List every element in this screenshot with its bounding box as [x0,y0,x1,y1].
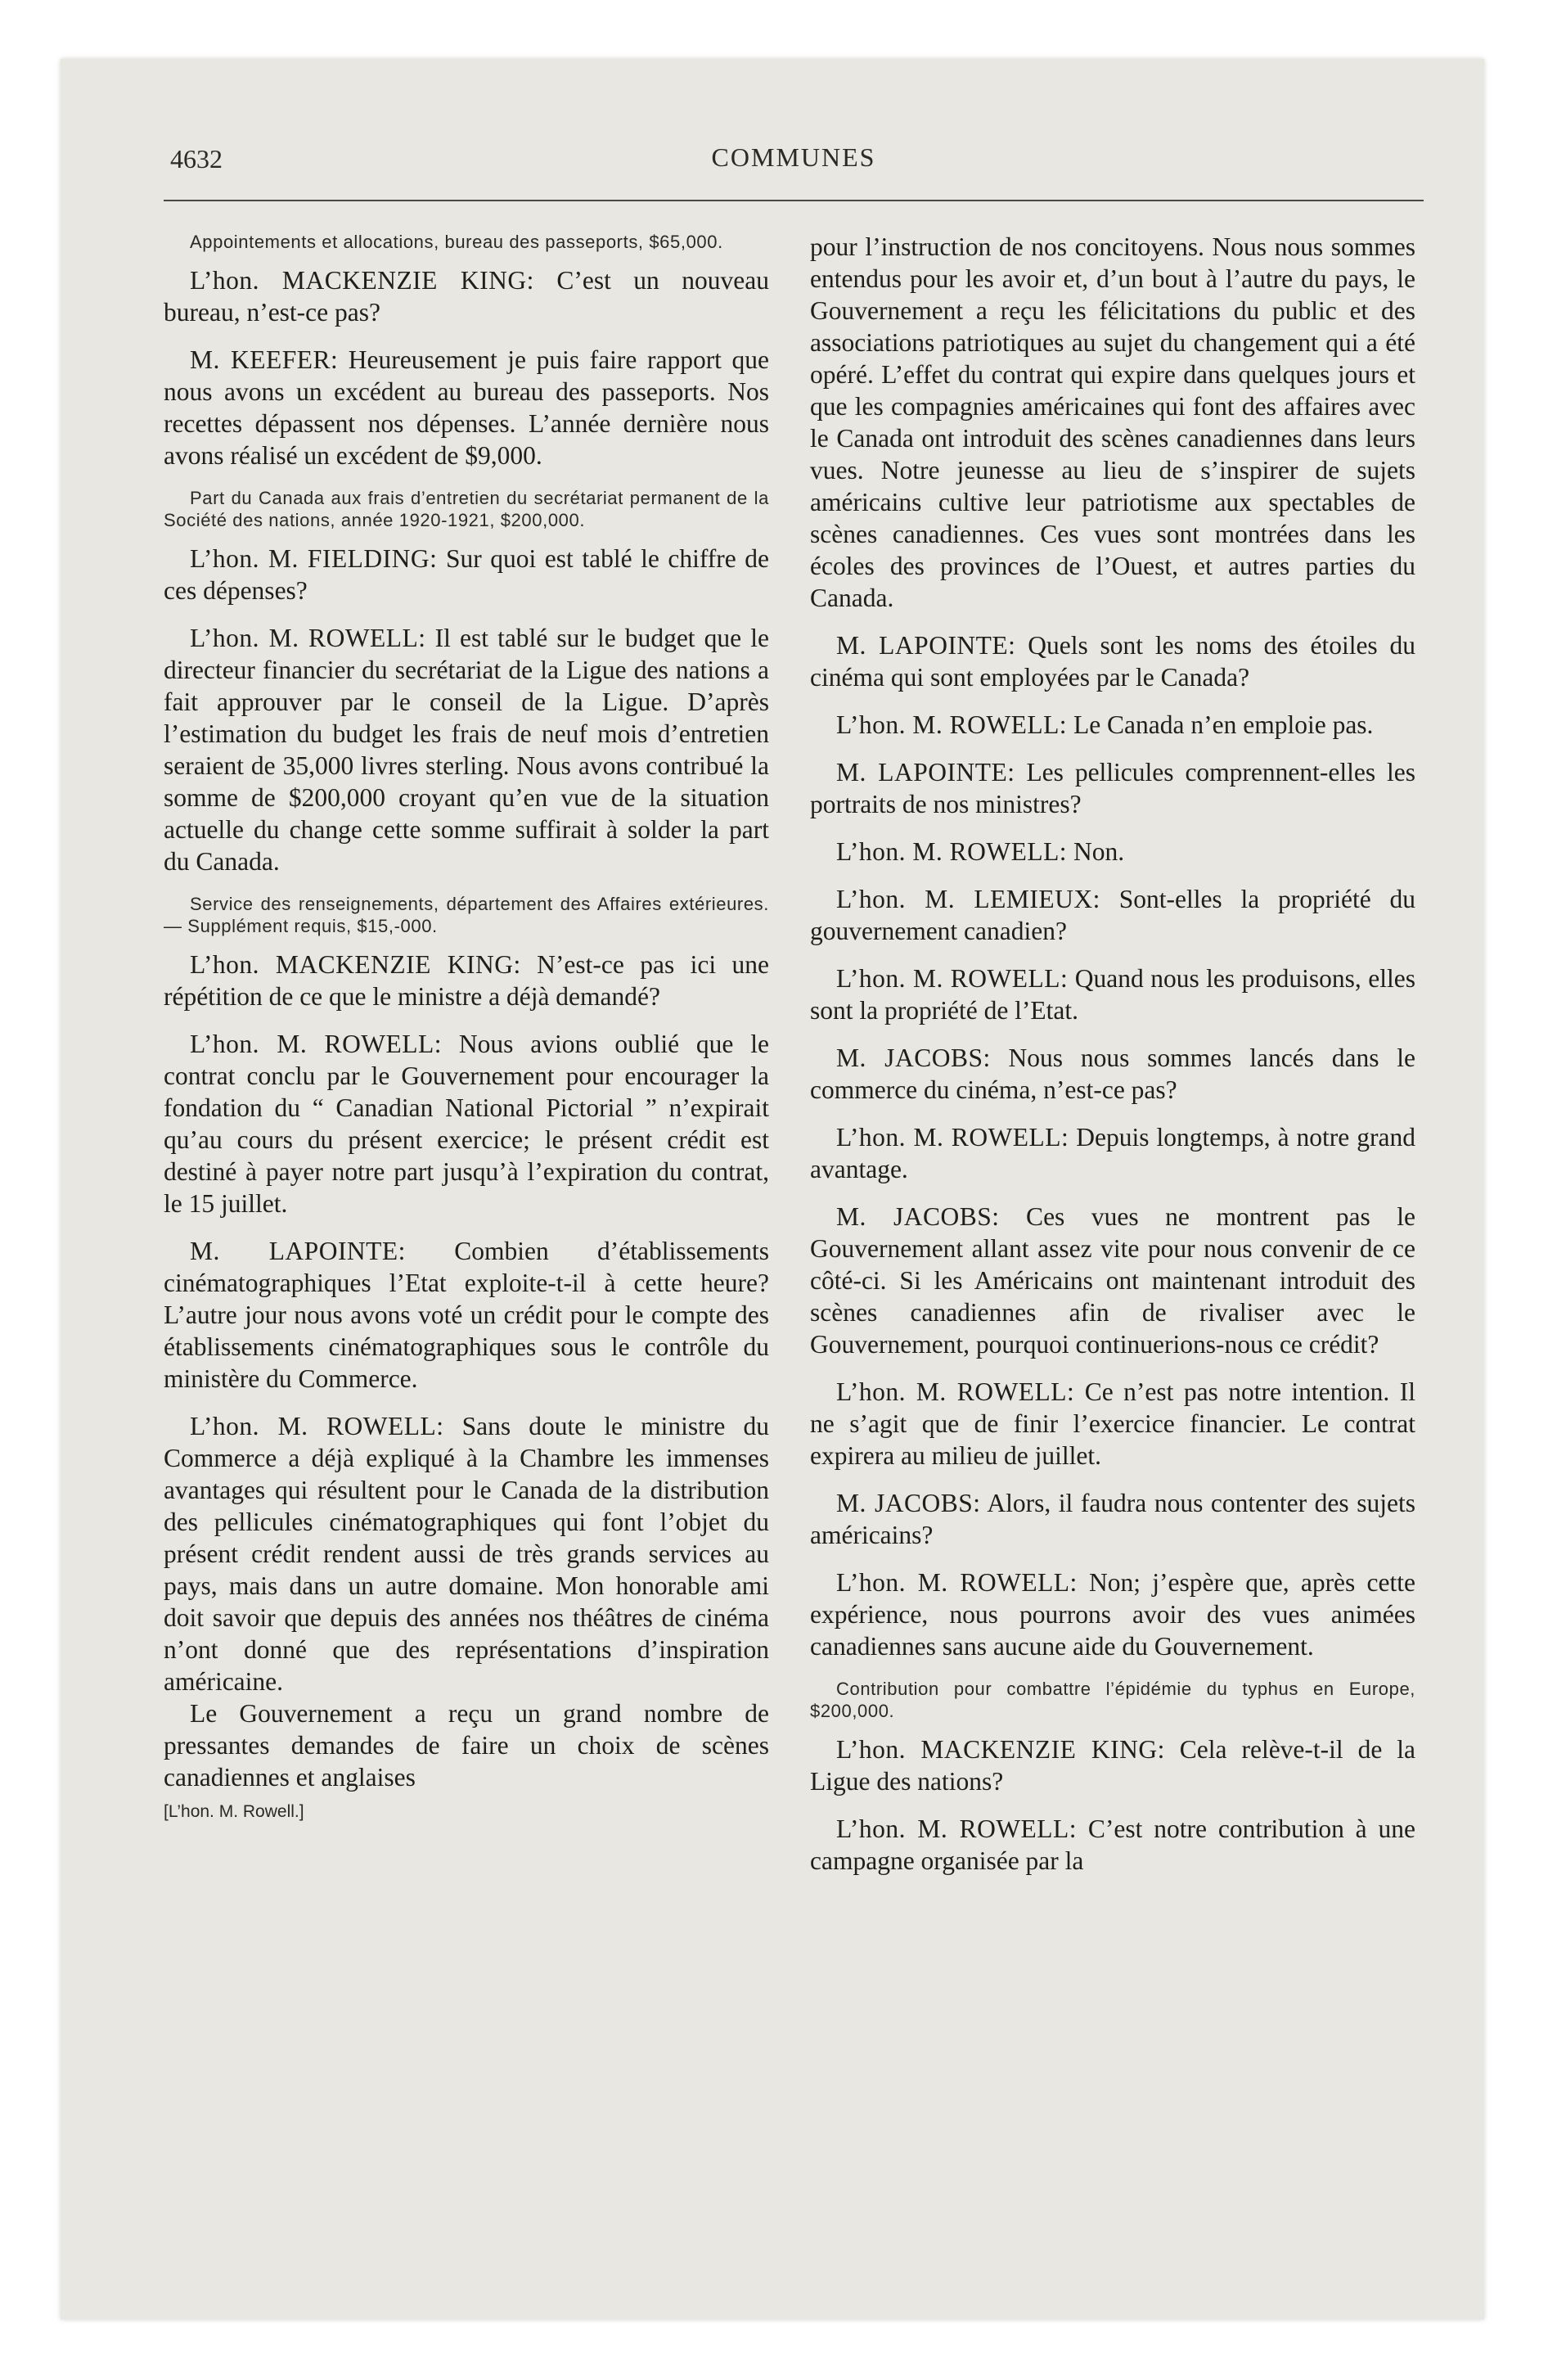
left-column [164,231,769,1823]
speaker: L’hon. M. ROWELL: [190,1030,443,1058]
speaker: M. JACOBS: [836,1044,991,1072]
speech-text: Sont-elles la propriété du gouvernement canadien? [810,885,1415,945]
speech-text: Ce n’est pas notre intention. Il ne s’agit que de finir l’exercice financier. Le contrat expirera au milieu de juillet. [810,1377,1415,1470]
speech-text: C’est un nouveau bureau, n’est-ce pas? [164,266,769,327]
speaker: M. KEEFER: [190,345,339,374]
speaker: L’hon. M. ROWELL: [190,1412,444,1440]
speaker: M. LAPOINTE: [190,1237,406,1265]
header-rule [164,200,1424,201]
speech-text: Le Canada n’en emploie pas. [1067,710,1374,739]
paragraph [164,622,769,877]
running-title: COMMUNES [711,142,876,172]
paragraph [810,709,1415,741]
paragraph [810,1121,1415,1185]
budget-item-typhus: Contribution pour combattre l’épidémie du typhus en Europe, $200,000. [810,1679,1415,1721]
paragraph [164,543,769,606]
speaker: L’hon. M. ROWELL: [836,710,1068,739]
speaker: M. JACOBS: [836,1202,1000,1231]
speech-text: N’est-ce pas ici une répétition de ce que le ministre a déjà demandé? [164,950,770,1011]
speaker: M. JACOBS: [836,1489,981,1517]
speaker: M. LAPOINTE: [836,758,1015,787]
speech-text: Quand nous les produisons, elles sont la propriété de l’Etat. [810,964,1415,1025]
paragraph [164,1235,769,1395]
speech-text: Non; j’espère que, après cette expérience, nous pourrons avoir des vues animées canadiennes sans aucune aide du Gouvernement. [810,1568,1415,1661]
page-number: 4632 [170,144,223,174]
speaker: L’hon. M. ROWELL: [836,1568,1078,1597]
paragraph [164,949,769,1012]
speaker: L’hon. M. ROWELL: [836,964,1069,993]
speaker-footer-note: [L’hon. M. Rowell.] [164,1802,304,1821]
budget-item-league-secretariat: Part du Canada aux frais d’entretien du secrétariat permanent de la Société des nations, année 1920-1921, $200,000. [164,488,769,530]
paragraph [810,1376,1415,1472]
paragraph [164,1410,769,1697]
page-header [164,139,1424,185]
speech-text: Les pellicules comprennent-elles les portraits de nos ministres? [810,758,1415,818]
speech-text: Heureusement je puis faire rapport que nous avons un excédent au bureau des passeports. Nos recettes dépassent nos dépenses. L’année dernière nous avons réalisé un excédent de $9,000. [164,345,769,470]
paragraph [810,756,1415,820]
paragraph [810,629,1415,693]
paragraph [164,264,769,328]
speaker: L’hon. M. ROWELL: [836,1123,1069,1152]
speech-text: Sans doute le ministre du Commerce a déjà expliqué à la Chambre les immenses avantages qui résultent pour le Canada de la distribution des pellicules cinématographiques qui font l’objet du présent crédit rendent aussi de très grands services au pays, mais dans un autre domaine. Mon honorable ami doit savoir que depuis des années nos théâtres de cinéma n’ont donné que des représentations d’inspiration américaine. [164,1412,769,1696]
speaker: M. LAPOINTE: [836,631,1016,660]
speech-text: Nous avions oublié que le contrat conclu par le Gouvernement pour encourager la fondation du “ Canadian National Pictorial ” n’expirait qu’au cours du présent exercice; le présent crédit est destiné à payer notre part jusqu’à l’expiration du contrat, le 15 juillet. [164,1030,769,1218]
speech-text: Il est tablé sur le budget que le directeur financier du secrétariat de la Ligue des nations a fait approuver par le conseil de la Ligue. D’après l’estimation du budget les frais de neuf mois d’entretien seraient de 35,000 livres sterling. Nous avons contribué la somme de $200,000 croyant qu’en vue de la situation actuelle du change cette somme suffirait à solder la part du Canada. [164,624,769,876]
speech-text: Combien d’établissements cinématographiques l’Etat exploite-t-il à cette heure? L’autre jour nous avons voté un crédit pour le compte des établissements cinématographiques sous le contrôle du ministère du Commerce. [164,1237,769,1393]
paragraph [810,1813,1415,1877]
budget-item-information-service: Service des renseignements, département des Affaires extérieures. — Supplément requis, $15,-000. [164,894,769,936]
paragraph: Le Gouvernement a reçu un grand nombre de pressantes demandes de faire un choix de scènes canadiennes et anglaises [164,1699,769,1792]
speaker: L’hon. M. ROWELL: [190,624,426,652]
budget-item-passports: Appointements et allocations, bureau des passeports, $65,000. [190,232,723,252]
paragraph [810,1566,1415,1662]
right-column [810,231,1415,1892]
speech-text: Alors, il faudra nous contenter des sujets américains? [810,1489,1415,1549]
paragraph [810,962,1415,1026]
speech-text: Cela relève-t-il de la Ligue des nations? [810,1735,1416,1796]
paragraph [810,1042,1415,1106]
speech-text: Ces vues ne montrent pas le Gouvernement allant assez vite pour nous convenir de ce côté-ci. Si les Américains ont maintenant introduit des scènes canadiennes afin de rivaliser avec le Gouvernement, pourquoi continuerions-nous ce crédit? [810,1202,1416,1359]
speaker: L’hon. M. ROWELL: [836,1377,1075,1406]
paragraph [164,344,769,471]
speaker: L’hon. MACKENZIE KING: [190,266,534,295]
speech-text: Sur quoi est tablé le chiffre de ces dépenses? [164,544,770,605]
paragraph [810,836,1415,868]
speaker: L’hon. M. FIELDING: [190,544,438,573]
paragraph [810,1487,1415,1551]
paragraph [810,1733,1415,1797]
continued-paragraph: pour l’instruction de nos concitoyens. Nous nous sommes entendus pour les avoir et, d’un bout à l’autre du pays, le Gouvernement a reçu les félicitations du public et des associations patriotiques au sujet du changement qui a été opéré. L’effet du contrat qui expire dans quelques jours et que les compagnies américaines qui font des affaires avec le Canada ont introduit des scènes canadiennes dans leurs vues. Notre jeunesse au lieu de s’inspirer de sujets américains cultive leur patriotisme aux spectables de scènes canadiennes. Ces vues sont montrées dans les écoles des provinces de l’Ouest, et autres parties du Canada. [810,232,1415,612]
speaker: L’hon. M. LEMIEUX: [836,885,1100,913]
speaker: L’hon. MACKENZIE KING: [836,1735,1165,1764]
speech-text: C’est notre contribution à une campagne organisée par la [810,1814,1415,1875]
speech-text: Non. [1067,837,1125,866]
paragraph [164,1028,769,1219]
speech-text: Depuis longtemps, à notre grand avantage. [810,1123,1415,1183]
paragraph [810,1201,1415,1360]
speech-text: Nous nous sommes lancés dans le commerce du cinéma, n’est-ce pas? [810,1044,1415,1104]
speaker: L’hon. M. ROWELL: [836,837,1068,866]
speech-text: Quels sont les noms des étoiles du cinéma qui sont employées par le Canada? [810,631,1415,692]
speaker: L’hon. MACKENZIE KING: [190,950,521,979]
paragraph [810,883,1415,947]
speaker: L’hon. M. ROWELL: [836,1814,1078,1843]
